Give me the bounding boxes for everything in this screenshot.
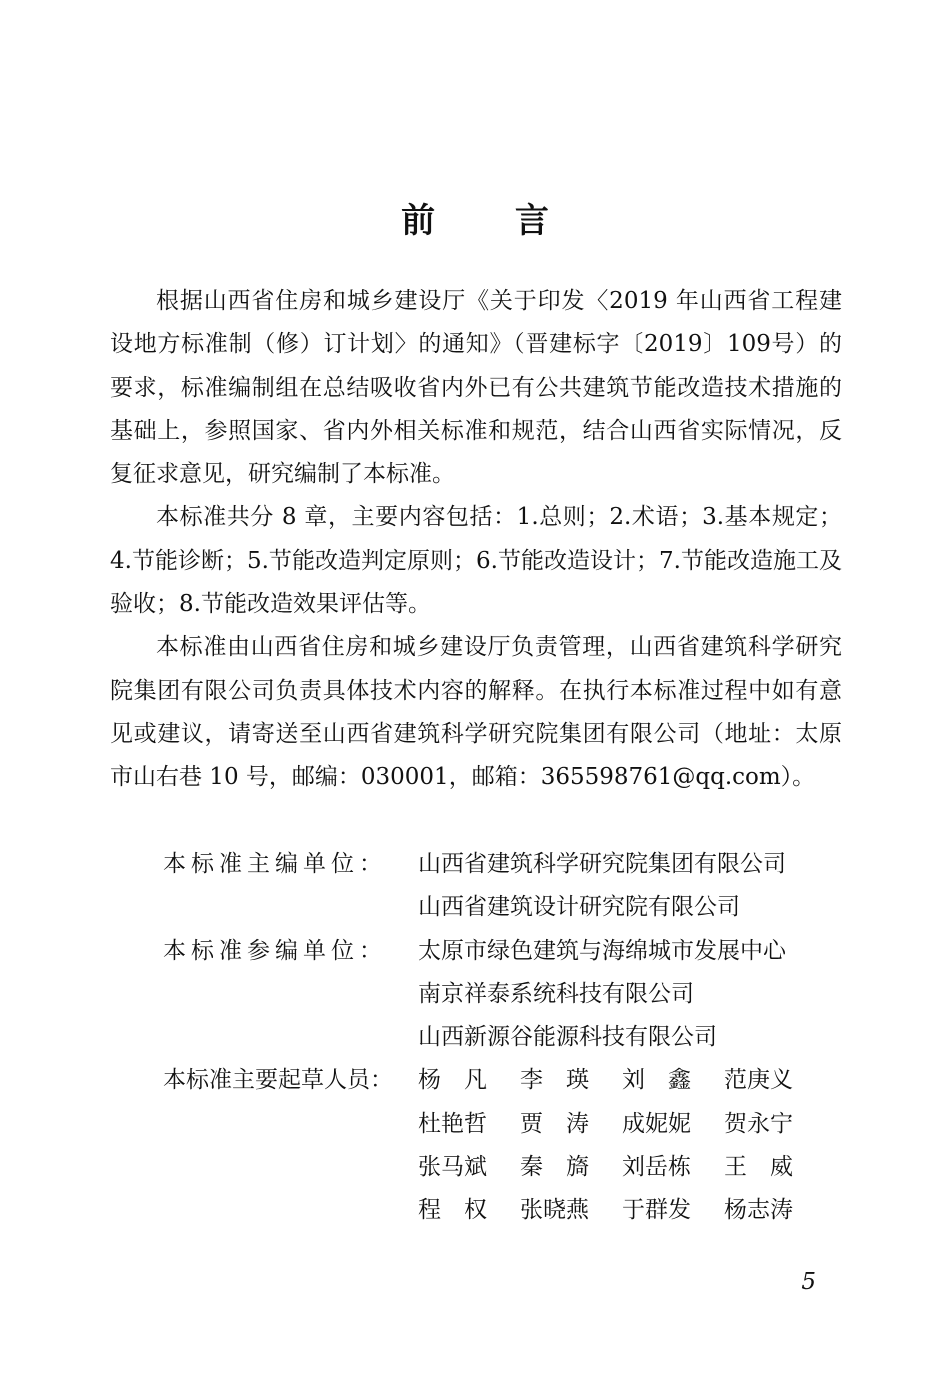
participating-unit: 太原市绿色建筑与海绵城市发展中心 [418, 937, 786, 964]
participating-unit: 南京祥泰系统科技有限公司 [418, 980, 694, 1007]
drafter-name: 王 威 [724, 1154, 793, 1181]
chief-unit-row [163, 843, 826, 886]
drafter-name: 秦 旖 [520, 1154, 589, 1181]
drafter-name: 范庚义 [724, 1067, 793, 1094]
page-title: 前 言 [401, 200, 583, 241]
paragraph-contents: 本标准共分 8 章，主要内容包括：1.总则；2.术语；3.基本规定；4.节能诊断；5.节能改造判定原则；6.节能改造设计；7.节能改造施工及验收；8.节能改造效果评估等。 [110, 504, 842, 618]
drafter-name: 杨 凡 [418, 1067, 487, 1094]
page-number: 5 [801, 1269, 816, 1295]
chief-units-label: 本标准主编单位： [163, 851, 387, 877]
drafters-row [163, 1059, 826, 1102]
drafter-name: 贺永宁 [724, 1110, 793, 1137]
drafter-name: 杜艳哲 [418, 1110, 487, 1137]
drafter-name: 于群发 [622, 1197, 691, 1224]
chief-unit: 山西省建筑设计研究院有限公司 [418, 894, 740, 921]
participating-units-label: 本标准参编单位： [163, 937, 387, 964]
drafter-name: 李 瑛 [520, 1067, 589, 1094]
drafter-name: 贾 涛 [520, 1110, 589, 1137]
preface-body [110, 280, 842, 800]
participating-unit-row [163, 930, 826, 973]
drafter-name: 张晓燕 [520, 1197, 589, 1224]
drafters-row [163, 1146, 826, 1189]
participating-unit-row [163, 1016, 826, 1059]
participating-unit: 山西新源谷能源科技有限公司 [418, 1024, 717, 1051]
drafter-name: 成妮妮 [622, 1110, 691, 1137]
drafters-label: 本标准主要起草人员： [163, 1067, 393, 1094]
chief-unit-row [163, 886, 826, 929]
drafter-name: 刘岳栋 [622, 1154, 691, 1181]
drafter-name: 张马斌 [418, 1154, 487, 1181]
paragraph-basis: 根据山西省住房和城乡建设厅《关于印发〈2019 年山西省工程建设地方标准制（修）订计划〉的通知》（晋建标字〔2019〕109号）的要求，标准编制组在总结吸收省内外已有公共建筑节能改造技术措施的基础上，参照国家、省内外相关标准和规范，结合山西省实际情况，反复征求意见，研究编制了本标准。 [110, 288, 842, 488]
paragraph-management: 本标准由山西省住房和城乡建设厅负责管理，山西省建筑科学研究院集团有限公司负责具体技术内容的解释。在执行本标准过程中如有意见或建议，请寄送至山西省建筑科学研究院集团有限公司（地址：太原市山右巷 10 号，邮编：030001，邮箱：365598761@qq.com）。 [110, 634, 842, 791]
drafters-row [163, 1103, 826, 1146]
drafters-row [163, 1189, 826, 1232]
credits-block [163, 843, 826, 1233]
chief-unit: 山西省建筑科学研究院集团有限公司 [418, 851, 786, 877]
drafter-name: 刘 鑫 [622, 1067, 691, 1094]
drafter-name: 程 权 [418, 1197, 487, 1224]
participating-unit-row [163, 973, 826, 1016]
drafter-name: 杨志涛 [724, 1197, 793, 1224]
